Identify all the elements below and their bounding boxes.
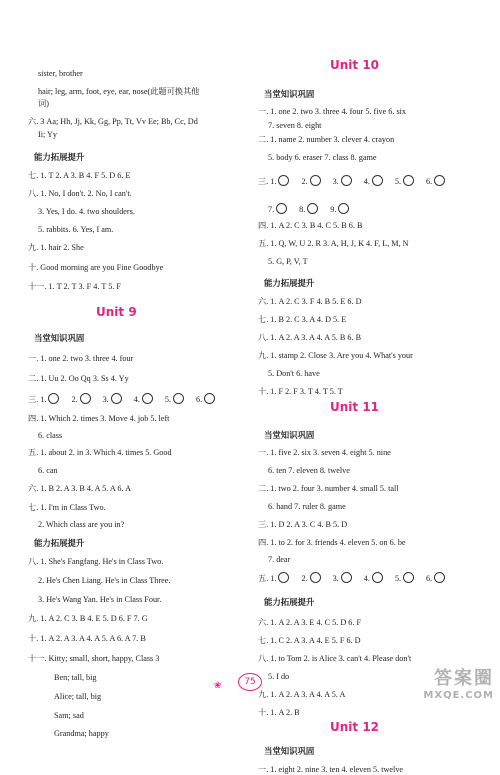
unit-title: Unit 10 [330, 58, 380, 72]
answer-line: 6. hand 7. ruler 8. game [268, 502, 346, 511]
face-answer-label: 2. [301, 177, 308, 186]
answer-line: 七. 1. C 2. A 3. A 4. E 5. F 6. D [258, 636, 361, 645]
answer-line: Ii; Yy [38, 130, 58, 139]
answer-line: sister, brother [38, 69, 83, 78]
answer-line: 6. can [38, 466, 58, 475]
page-number: 75 [238, 673, 262, 691]
face-answer-label: 3. [332, 574, 339, 583]
answer-line: 十. Good morning are you Fine Goodbye [28, 263, 164, 272]
face-answer-row [28, 393, 217, 405]
answer-line: 八. 1. No, I don't. 2. No, I can't. [28, 189, 132, 198]
section-heading: 能力拓展提升 [34, 152, 85, 162]
answer-line: 一. 1. one 2. two 3. three 4. four 5. five 6. six [258, 107, 407, 116]
face-answer-label: 4. [363, 574, 370, 583]
answer-line: 三. 1. D 2. A 3. C 4. B 5. D [258, 520, 348, 529]
face-icon [142, 393, 153, 404]
answer-line: Ben; tall, big [54, 673, 97, 682]
face-answer-row [258, 572, 447, 584]
answer-line: 一. 1. eight 2. nine 3. ten 4. eleven 5. twelve [258, 765, 404, 774]
answer-line: Sam; sad [54, 711, 84, 720]
answer-line: 十. 1. A 2. A 3. A 4. A 5. A 6. A 7. B [28, 634, 146, 643]
face-answer-label: 6. [196, 395, 203, 404]
face-answer-label: 1. [270, 177, 277, 186]
watermark [423, 664, 494, 701]
question-number: 三. [258, 177, 271, 186]
answer-line: 5. rabbits. 6. Yes, I am. [38, 225, 114, 234]
face-icon [372, 572, 383, 583]
answer-line: 3. Yes, I do. 4. two shoulders. [38, 207, 135, 216]
face-icon [372, 175, 383, 186]
unit-title: Unit 9 [96, 305, 137, 319]
answer-line: 四. 1. A 2. C 3. B 4. C 5. B 6. B [258, 221, 363, 230]
answer-line: 五. 1. Q, W, U 2. R 3. A, H, J, K 4. F, L, M, N [258, 239, 409, 248]
answer-line: 7. dear [268, 555, 291, 564]
section-heading: 能力拓展提升 [264, 597, 315, 607]
face-icon [80, 393, 91, 404]
answer-line: 5. G, P, V, T [268, 257, 308, 266]
watermark-logo: 答案圈 [434, 668, 494, 689]
face-icon [307, 203, 318, 214]
unit-title: Unit 12 [330, 720, 380, 734]
answer-line: 5. Don't 6. have [268, 369, 320, 378]
face-icon [341, 175, 352, 186]
face-answer-row [268, 203, 351, 215]
face-answer-label: 6. [426, 574, 433, 583]
answer-line: 6. class [38, 431, 63, 440]
answer-line: 九. 1. stamp 2. Close 3. Are you 4. What's your [258, 351, 413, 360]
answer-line: 5. I do [268, 672, 290, 681]
face-answer-label: 1. [270, 574, 277, 583]
section-heading: 能力拓展提升 [264, 278, 315, 288]
face-icon [403, 175, 414, 186]
answer-line: 二. 1. two 2. four 3. number 4. small 5. tall [258, 484, 399, 493]
face-answer-label: 2. [71, 395, 78, 404]
answer-line: 四. 1. to 2. for 3. friends 4. eleven 5. on 6. be [258, 538, 406, 547]
answer-line: 十. 1. A 2. B [258, 708, 300, 717]
answer-line: 八. 1. to Tom 2. is Alice 3. can't 4. Please don't [258, 654, 412, 663]
answer-line: 6. ten 7. eleven 8. twelve [268, 466, 350, 475]
face-answer-label: 4. [363, 177, 370, 186]
answer-line: 2. He's Chen Liang. He's in Class Three. [38, 576, 171, 585]
answer-line: 九. 1. hair 2. She [28, 243, 84, 252]
answer-line: 七. 1. T 2. A 3. B 4. F 5. D 6. E [28, 171, 131, 180]
answer-line: 一. 1. five 2. six 3. seven 4. eight 5. nine [258, 448, 391, 457]
face-icon [434, 175, 445, 186]
face-answer-label: 2. [301, 574, 308, 583]
section-heading: 当堂知识巩固 [264, 89, 315, 99]
face-icon [48, 393, 59, 404]
answer-line: 九. 1. A 2. A 3. A 4. A 5. A [258, 690, 346, 699]
answer-line: 十. 1. F 2. F 3. T 4. T 5. T [258, 387, 343, 396]
face-answer-label: 3. [102, 395, 109, 404]
question-number: 五. [258, 574, 271, 583]
answer-line: Alice; tall, big [54, 692, 102, 701]
face-icon [338, 203, 349, 214]
answer-line: 九. 1. A 2. C 3. B 4. E 5. D 6. F 7. G [28, 614, 148, 623]
face-answer-label: 8. [299, 205, 306, 214]
face-answer-label: 6. [426, 177, 433, 186]
answer-line: 七. 1. B 2. C 3. A 4. D 5. E [258, 315, 347, 324]
face-answer-label: 4. [133, 395, 140, 404]
flourish-decoration: ❀ [214, 680, 222, 690]
face-icon [278, 175, 289, 186]
face-icon [403, 572, 414, 583]
section-heading: 能力拓展提升 [34, 538, 85, 548]
question-number: 三. [28, 395, 41, 404]
answer-line: 词) [38, 99, 49, 108]
answer-line: 一. 1. one 2. two 3. three 4. four [28, 354, 134, 363]
face-icon [310, 175, 321, 186]
answer-line: 六. 1. B 2. A 3. B 4. A 5. A 6. A [28, 484, 132, 493]
answer-line: 六. 1. A 2. C 3. F 4. B 5. E 6. D [258, 297, 362, 306]
answer-line: 十一. 1. T 2. T 3. F 4. T 5. F [28, 282, 121, 291]
unit-title: Unit 11 [330, 400, 380, 414]
answer-line: 五. 1. about 2. in 3. Which 4. times 5. Good [28, 448, 172, 457]
face-answer-label: 1. [40, 395, 47, 404]
face-icon [204, 393, 215, 404]
answer-line: 十一. Kitty; small, short, happy, Class 3 [28, 654, 160, 663]
watermark-url: MXQE.COM [423, 690, 494, 701]
face-icon [173, 393, 184, 404]
face-icon [278, 572, 289, 583]
answer-line: 二. 1. Uu 2. Oo Qq 3. Ss 4. Yy [28, 374, 129, 383]
answer-line: 六. 1. A 2. A 3. E 4. C 5. D 6. F [258, 618, 362, 627]
answer-line: 7. seven 8. eight [268, 121, 322, 130]
face-icon [434, 572, 445, 583]
answer-line: 六. 3 Aa; Hh, Jj, Kk, Gg, Pp, Tt, Vv Ee; Bb, Cc, Dd [28, 117, 198, 126]
face-answer-label: 5. [164, 395, 171, 404]
answer-line: 二. 1. name 2. number 3. clever 4. crayon [258, 135, 395, 144]
answer-line: 2. Which class are you in? [38, 520, 125, 529]
section-heading: 当堂知识巩固 [264, 746, 315, 756]
face-answer-label: 9. [330, 205, 337, 214]
face-icon [111, 393, 122, 404]
answer-line: 八. 1. A 2. A 3. A 4. A 5. B 6. B [258, 333, 362, 342]
face-answer-label: 5. [394, 177, 401, 186]
answer-line: 八. 1. She's Fangfang. He's in Class Two. [28, 557, 164, 566]
face-answer-label: 3. [332, 177, 339, 186]
answer-line: 3. He's Wang Yan. He's in Class Four. [38, 595, 162, 604]
answer-line: hair; leg, arm, foot, eye, ear, nose(此题可换其他 [38, 87, 200, 96]
face-answer-label: 7. [268, 205, 275, 214]
face-answer-row [258, 175, 447, 187]
section-heading: 当堂知识巩固 [264, 430, 315, 440]
face-icon [341, 572, 352, 583]
face-icon [276, 203, 287, 214]
answer-line: 四. 1. Which 2. times 3. Move 4. job 5. left [28, 414, 170, 423]
answer-line: 七. 1. I'm in Class Two. [28, 503, 106, 512]
face-icon [310, 572, 321, 583]
section-heading: 当堂知识巩固 [34, 333, 85, 343]
face-answer-label: 5. [394, 574, 401, 583]
answer-line: Grandma; happy [54, 729, 109, 738]
answer-line: 5. body 6. eraser 7. class 8. game [268, 153, 377, 162]
